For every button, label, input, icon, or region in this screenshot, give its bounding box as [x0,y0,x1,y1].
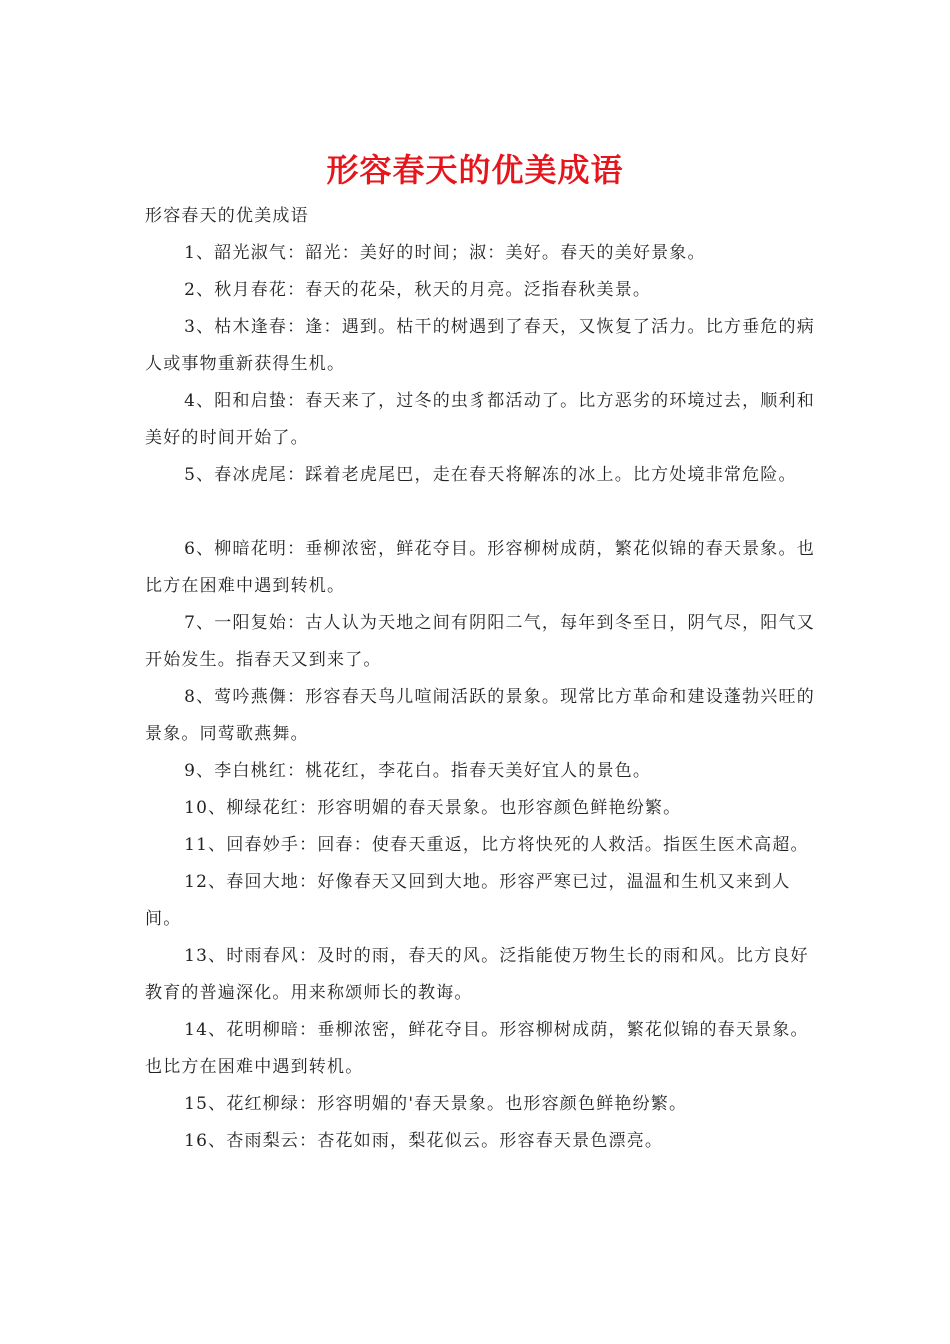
idiom-item: 12、春回大地：好像春天又回到大地。形容严寒已过，温温和生机又来到人间。 [145,872,791,929]
idiom-item: 15、花红柳绿：形容明媚的'春天景象。也形容颜色鲜艳纷繁。 [184,1094,688,1114]
idiom-item: 3、枯木逢春：逢：遇到。枯干的树遇到了春天，又恢复了活力。比方垂危的病人或事物重新获得生机。 [145,317,815,374]
document-subtitle: 形容春天的优美成语 [145,206,309,226]
idiom-item: 4、阳和启蛰：春天来了，过冬的虫豸都活动了。比方恶劣的环境过去，顺利和美好的时间开始了。 [145,391,815,448]
idiom-item: 16、杏雨梨云：杏花如雨，梨花似云。形容春天景色漂亮。 [184,1131,664,1151]
idiom-item: 2、秋月春花：春天的花朵，秋天的月亮。泛指春秋美景。 [184,280,652,300]
idiom-item: 7、一阳复始：古人认为天地之间有阴阳二气，每年到冬至日，阴气尽，阳气又开始发生。指春天又到来了。 [145,613,815,670]
idiom-item: 6、柳暗花明：垂柳浓密，鲜花夺目。形容柳树成荫，繁花似锦的春天景象。也比方在困难中遇到转机。 [145,539,815,596]
paragraph-gap [145,494,825,531]
idiom-item: 11、回春妙手：回春：使春天重返，比方将快死的人救活。指医生医术高超。 [184,835,809,855]
idiom-item: 9、李白桃红：桃花红，李花白。指春天美好宜人的景色。 [184,761,652,781]
idiom-item: 1、韶光淑气：韶光：美好的时间；淑：美好。春天的美好景象。 [184,243,706,263]
document-body [145,198,825,1160]
idiom-item: 13、时雨春风：及时的雨，春天的风。泛指能使万物生长的雨和风。比方良好教育的普遍深化。用来称颂师长的教诲。 [145,946,809,1003]
idiom-item: 8、莺吟燕儛：形容春天鸟儿喧闹活跃的景象。现常比方革命和建设蓬勃兴旺的景象。同莺歌燕舞。 [145,687,815,744]
idiom-item: 10、柳绿花红：形容明媚的春天景象。也形容颜色鲜艳纷繁。 [184,798,682,818]
idiom-item: 14、花明柳暗：垂柳浓密，鲜花夺目。形容柳树成荫，繁花似锦的春天景象。也比方在困难中遇到转机。 [145,1020,809,1077]
document-title: 形容春天的优美成语 [326,151,624,189]
idiom-item: 5、春冰虎尾：踩着老虎尾巴，走在春天将解冻的冰上。比方处境非常危险。 [184,465,797,485]
